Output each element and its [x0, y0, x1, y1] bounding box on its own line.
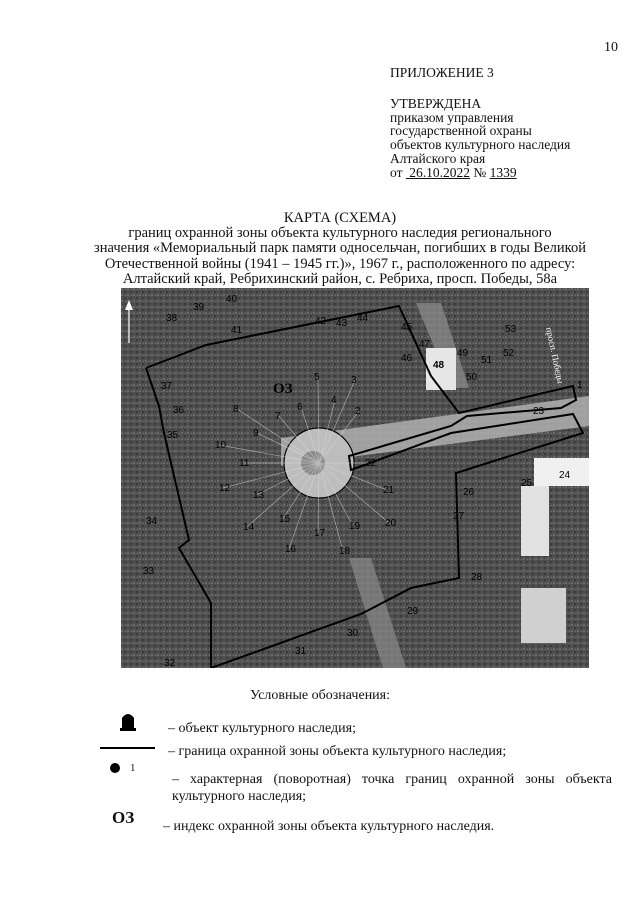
point-label-8: 8 — [233, 404, 239, 415]
point-label-1: 1 — [577, 380, 583, 391]
point-label-39: 39 — [193, 302, 205, 313]
point-label-15: 15 — [279, 514, 291, 525]
point-label-17: 17 — [314, 528, 326, 539]
point-label-23: 23 — [533, 406, 545, 417]
street-label: просп. Победы — [544, 326, 566, 385]
point-label-49: 49 — [457, 348, 469, 359]
point-label-19: 19 — [349, 521, 361, 532]
point-label-35: 35 — [167, 430, 179, 441]
point-label-25: 25 — [521, 478, 533, 489]
point-label-33: 33 — [143, 566, 155, 577]
map-title — [40, 211, 640, 287]
point-label-34: 34 — [146, 516, 158, 527]
point-label-22: 22 — [365, 458, 377, 469]
aerial-background — [121, 288, 589, 668]
point-label-47: 47 — [419, 339, 431, 350]
point-label-5: 5 — [314, 372, 320, 383]
approval-block — [390, 66, 570, 180]
point-label-9: 9 — [253, 428, 259, 439]
title-line-3: Отечественной войны (1941 – 1945 гг.)», 1967 г., расположенного по адресу: — [104, 255, 576, 272]
title-line-4: Алтайский край, Ребрихинский район, с. Ребриха, просп. Победы, 58а — [122, 270, 558, 287]
point-label-50: 50 — [466, 372, 478, 383]
point-label-27: 27 — [453, 511, 465, 522]
turning-point-sample-label: 1 — [130, 762, 136, 774]
boundary-line-symbol — [100, 747, 155, 749]
point-label-37: 37 — [161, 381, 173, 392]
point-label-40: 40 — [226, 294, 238, 305]
zone-index-label: ОЗ — [273, 381, 293, 397]
point-label-2: 2 — [355, 406, 361, 417]
point-label-28: 28 — [471, 572, 483, 583]
number-prefix: № — [473, 164, 487, 180]
building-number-label: 48 — [433, 360, 445, 371]
approval-line-3: объектов культурного наследия — [390, 137, 571, 153]
point-label-16: 16 — [285, 544, 297, 555]
point-label-53: 53 — [505, 324, 517, 335]
point-label-24: 24 — [559, 470, 571, 481]
point-label-26: 26 — [463, 487, 475, 498]
date-prefix: от — [390, 164, 403, 180]
building — [521, 486, 549, 556]
point-label-46: 46 — [401, 353, 413, 364]
point-label-52: 52 — [503, 348, 515, 359]
title-heading: КАРТА (СХЕМА) — [283, 210, 397, 226]
zone-index-symbol: ОЗ — [112, 808, 135, 827]
title-line-2: значения «Мемориальный парк памяти односельчан, погибших в годы Великой — [94, 240, 586, 257]
title-line-1: границ охранной зоны объекта культурного наследия регионального — [128, 225, 552, 242]
point-label-29: 29 — [407, 606, 419, 617]
legend-item-turning-point: – характерная (поворотная) точка границ охранной зоны объекта культурного наследия; — [172, 772, 612, 804]
approval-line-4: Алтайского края — [390, 150, 486, 166]
point-label-3: 3 — [351, 375, 357, 386]
point-label-31: 31 — [295, 646, 307, 657]
point-label-13: 13 — [253, 490, 265, 501]
point-label-21: 21 — [383, 485, 395, 496]
point-label-41: 41 — [231, 325, 243, 336]
point-label-30: 30 — [347, 628, 359, 639]
approved-label: УТВЕРЖДЕНА — [390, 95, 482, 111]
point-label-38: 38 — [166, 313, 178, 324]
legend-item-zone-index: – индекс охранной зоны объекта культурного наследия. — [163, 819, 495, 834]
legend-title: Условные обозначения: — [249, 688, 391, 703]
approval-date: 26.10.2022 — [409, 164, 470, 180]
point-label-36: 36 — [173, 405, 185, 416]
point-label-51: 51 — [481, 355, 493, 366]
approval-number: 1339 — [489, 164, 517, 180]
point-label-18: 18 — [339, 546, 351, 557]
approval-line-1: приказом управления — [390, 109, 514, 125]
approval-line-2: государственной охраны — [390, 123, 532, 139]
heritage-object-icon — [118, 710, 138, 732]
point-label-14: 14 — [243, 522, 255, 533]
legend-item-object: – объект культурного наследия; — [168, 721, 356, 736]
point-label-20: 20 — [385, 518, 397, 529]
point-label-42: 42 — [315, 316, 327, 327]
page-number: 10 — [604, 40, 618, 55]
legend-item-boundary: – граница охранной зоны объекта культурного наследия; — [168, 744, 507, 759]
point-label-11: 11 — [239, 458, 250, 469]
point-label-12: 12 — [219, 483, 231, 494]
turning-point-dot-icon — [110, 763, 120, 773]
building — [521, 588, 566, 643]
point-label-43: 43 — [336, 318, 348, 329]
map-image — [121, 288, 589, 668]
approval-date-line — [390, 166, 570, 180]
point-label-44: 44 — [357, 313, 369, 324]
point-label-32: 32 — [164, 658, 176, 668]
appendix-label: ПРИЛОЖЕНИЕ 3 — [390, 65, 494, 80]
point-label-6: 6 — [297, 402, 303, 413]
point-label-7: 7 — [275, 411, 281, 422]
point-label-10: 10 — [215, 440, 227, 451]
point-label-4: 4 — [331, 395, 337, 406]
point-label-45: 45 — [401, 322, 413, 333]
